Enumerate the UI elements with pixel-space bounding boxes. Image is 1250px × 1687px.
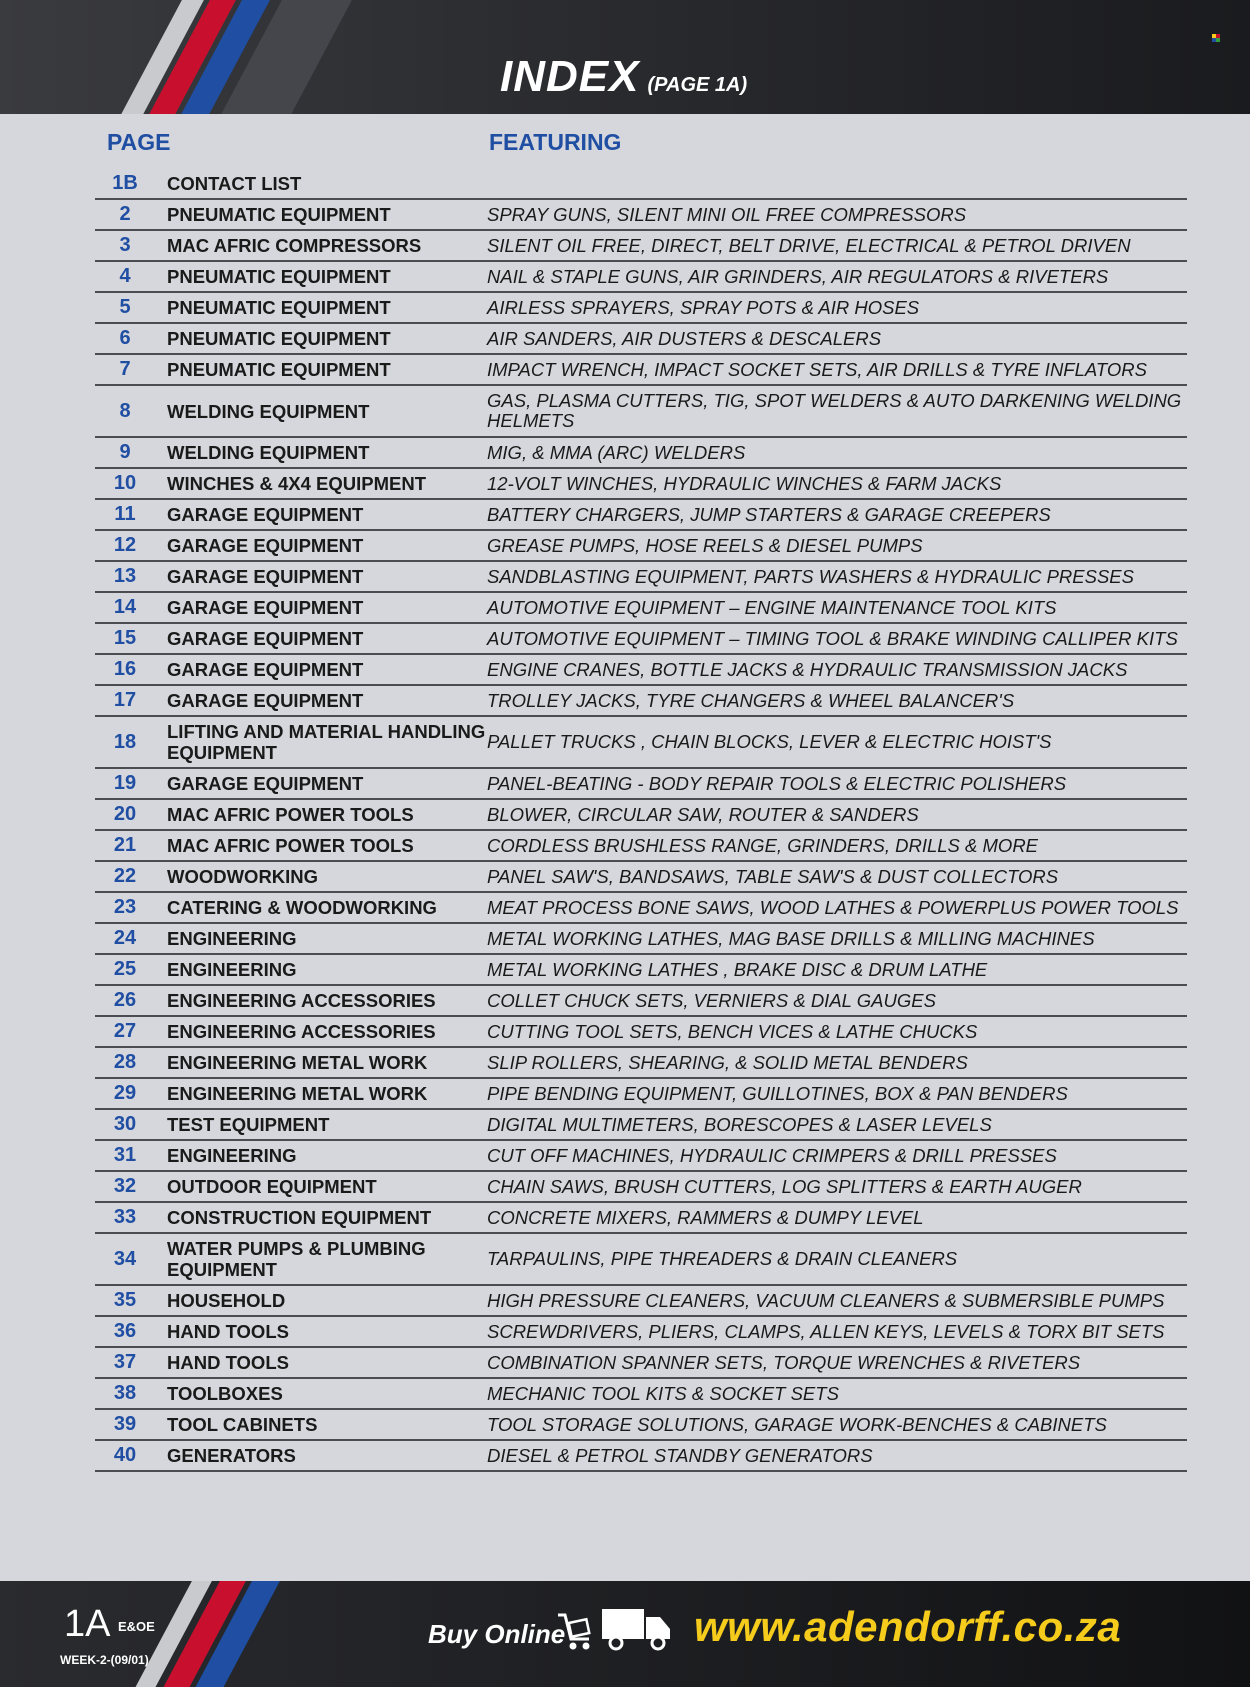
row-page-number: 21 xyxy=(113,834,137,856)
row-page-number: 34 xyxy=(113,1247,137,1270)
row-page-number: 10 xyxy=(113,472,137,494)
index-table xyxy=(95,169,1187,1472)
row-featuring: NAIL & STAPLE GUNS, AIR GRINDERS, AIR REGULATORS & RIVETERS xyxy=(487,265,1109,287)
website-link[interactable]: www.adendorff.co.za xyxy=(694,1603,1122,1650)
row-category: OUTDOOR EQUIPMENT xyxy=(167,1176,377,1197)
row-category: GARAGE EQUIPMENT xyxy=(167,628,364,649)
page-footer xyxy=(0,1581,1250,1687)
row-featuring: MECHANIC TOOL KITS & SOCKET SETS xyxy=(487,1382,839,1404)
table-row xyxy=(95,893,1187,924)
row-page-number: 37 xyxy=(113,1351,137,1373)
row-featuring: 12-VOLT WINCHES, HYDRAULIC WINCHES & FARM JACKS xyxy=(487,472,1002,494)
row-page-number: 14 xyxy=(113,596,137,618)
row-page-number: 6 xyxy=(119,327,131,349)
table-row xyxy=(95,469,1187,500)
row-featuring: PANEL SAW'S, BANDSAWS, TABLE SAW'S & DUST COLLECTORS xyxy=(487,865,1059,887)
row-featuring: PALLET TRUCKS , CHAIN BLOCKS, LEVER & ELECTRIC HOIST'S xyxy=(487,731,1052,752)
row-featuring: BLOWER, CIRCULAR SAW, ROUTER & SANDERS xyxy=(487,803,919,825)
row-category: MAC AFRIC POWER TOOLS xyxy=(167,804,414,825)
row-category: GARAGE EQUIPMENT xyxy=(167,504,364,525)
row-featuring: AUTOMOTIVE EQUIPMENT – ENGINE MAINTENANCE TOOL KITS xyxy=(487,596,1057,618)
row-page-number: 32 xyxy=(113,1175,137,1197)
row-page-number: 31 xyxy=(113,1144,137,1166)
row-page-number: 40 xyxy=(113,1444,137,1466)
row-category: WELDING EQUIPMENT xyxy=(167,400,370,422)
shopping-cart-icon xyxy=(556,1609,596,1653)
row-featuring: DIESEL & PETROL STANDBY GENERATORS xyxy=(487,1444,873,1466)
row-category: TOOL CABINETS xyxy=(167,1414,318,1435)
table-row xyxy=(95,686,1187,717)
row-page-number: 29 xyxy=(113,1082,137,1104)
row-page-number: 18 xyxy=(113,730,137,753)
row-category: CONSTRUCTION EQUIPMENT xyxy=(167,1207,432,1228)
row-page-number: 11 xyxy=(114,503,136,525)
row-page-number: 20 xyxy=(113,803,137,825)
row-category: CONTACT LIST xyxy=(167,173,302,194)
row-category: CATERING & WOODWORKING xyxy=(167,897,437,918)
row-featuring: METAL WORKING LATHES, MAG BASE DRILLS & MILLING MACHINES xyxy=(487,927,1095,949)
row-page-number: 27 xyxy=(113,1020,137,1042)
row-page-number: 23 xyxy=(113,896,137,918)
title-subtitle: (PAGE 1A) xyxy=(647,74,748,96)
row-featuring: COMBINATION SPANNER SETS, TORQUE WRENCHES & RIVETERS xyxy=(487,1351,1081,1373)
row-featuring: COLLET CHUCK SETS, VERNIERS & DIAL GAUGES xyxy=(487,989,936,1011)
table-row xyxy=(95,1234,1187,1286)
row-category: HAND TOOLS xyxy=(167,1321,289,1342)
row-featuring: AIRLESS SPRAYERS, SPRAY POTS & AIR HOSES xyxy=(487,296,920,318)
row-featuring: SLIP ROLLERS, SHEARING, & SOLID METAL BENDERS xyxy=(487,1051,968,1073)
row-page-number: 2 xyxy=(119,203,131,225)
table-row xyxy=(95,800,1187,831)
table-row xyxy=(95,1348,1187,1379)
table-row xyxy=(95,955,1187,986)
row-page-number: 15 xyxy=(113,627,137,649)
row-page-number: 19 xyxy=(113,772,137,794)
table-row xyxy=(95,1141,1187,1172)
row-category: GARAGE EQUIPMENT xyxy=(167,659,364,680)
row-category: WATER PUMPS & PLUMBING EQUIPMENT xyxy=(167,1238,426,1280)
row-page-number: 33 xyxy=(113,1206,137,1228)
table-row xyxy=(95,500,1187,531)
row-category: PNEUMATIC EQUIPMENT xyxy=(167,204,391,225)
table-row xyxy=(95,1441,1187,1472)
row-featuring: GREASE PUMPS, HOSE REELS & DIESEL PUMPS xyxy=(487,534,923,556)
row-featuring: MIG, & MMA (ARC) WELDERS xyxy=(487,441,746,463)
row-featuring: BATTERY CHARGERS, JUMP STARTERS & GARAGE CREEPERS xyxy=(487,503,1051,525)
row-featuring: PIPE BENDING EQUIPMENT, GUILLOTINES, BOX & PAN BENDERS xyxy=(487,1082,1068,1104)
table-row xyxy=(95,1079,1187,1110)
table-row xyxy=(95,1017,1187,1048)
row-category: WELDING EQUIPMENT xyxy=(167,442,370,463)
row-category: TEST EQUIPMENT xyxy=(167,1114,330,1135)
table-row xyxy=(95,562,1187,593)
row-category: ENGINEERING METAL WORK xyxy=(167,1052,428,1073)
table-row xyxy=(95,593,1187,624)
row-featuring: CONCRETE MIXERS, RAMMERS & DUMPY LEVEL xyxy=(487,1206,924,1228)
eoe-label: E&OE xyxy=(118,1619,155,1634)
logo-icon xyxy=(1212,34,1220,42)
table-row xyxy=(95,324,1187,355)
title-text: INDEX xyxy=(500,52,640,101)
row-page-number: 36 xyxy=(113,1320,137,1342)
row-category: GARAGE EQUIPMENT xyxy=(167,690,364,711)
row-category: ENGINEERING xyxy=(167,959,297,980)
table-row xyxy=(95,924,1187,955)
row-page-number: 3 xyxy=(119,234,131,256)
row-page-number: 35 xyxy=(113,1289,137,1311)
row-featuring: MEAT PROCESS BONE SAWS, WOOD LATHES & POWERPLUS POWER TOOLS xyxy=(487,896,1179,918)
row-page-number: 30 xyxy=(113,1113,137,1135)
row-category: PNEUMATIC EQUIPMENT xyxy=(167,328,391,349)
table-row xyxy=(95,1110,1187,1141)
table-row xyxy=(95,1048,1187,1079)
row-category: HOUSEHOLD xyxy=(167,1290,286,1311)
row-category: PNEUMATIC EQUIPMENT xyxy=(167,266,391,287)
page-title xyxy=(500,52,747,102)
row-featuring: SPRAY GUNS, SILENT MINI OIL FREE COMPRESSORS xyxy=(487,203,967,225)
table-row xyxy=(95,531,1187,562)
row-featuring: TOOL STORAGE SOLUTIONS, GARAGE WORK-BENCHES & CABINETS xyxy=(487,1413,1107,1435)
row-category: LIFTING AND MATERIAL HANDLING EQUIPMENT xyxy=(167,721,486,763)
table-row xyxy=(95,293,1187,324)
column-header-featuring: FEATURING xyxy=(489,129,622,155)
table-row xyxy=(95,1203,1187,1234)
row-featuring: CUT OFF MACHINES, HYDRAULIC CRIMPERS & DRILL PRESSES xyxy=(487,1144,1057,1166)
delivery-truck-icon xyxy=(600,1603,674,1655)
row-category: ENGINEERING xyxy=(167,928,297,949)
row-featuring: IMPACT WRENCH, IMPACT SOCKET SETS, AIR DRILLS & TYRE INFLATORS xyxy=(487,358,1147,380)
row-featuring: SILENT OIL FREE, DIRECT, BELT DRIVE, ELECTRICAL & PETROL DRIVEN xyxy=(487,234,1131,256)
table-row xyxy=(95,1379,1187,1410)
row-page-number: 13 xyxy=(113,565,137,587)
row-category: ENGINEERING METAL WORK xyxy=(167,1083,428,1104)
table-row xyxy=(95,624,1187,655)
table-row xyxy=(95,262,1187,293)
row-page-number: 39 xyxy=(113,1413,137,1435)
row-featuring: TARPAULINS, PIPE THREADERS & DRAIN CLEANERS xyxy=(487,1248,958,1269)
table-row xyxy=(95,769,1187,800)
row-category: GARAGE EQUIPMENT xyxy=(167,566,364,587)
week-label: WEEK-2-(09/01) xyxy=(60,1653,149,1667)
row-featuring: TROLLEY JACKS, TYRE CHANGERS & WHEEL BALANCER'S xyxy=(487,689,1015,711)
row-category: ENGINEERING xyxy=(167,1145,297,1166)
row-category: WINCHES & 4X4 EQUIPMENT xyxy=(167,473,427,494)
table-row xyxy=(95,438,1187,469)
row-page-number: 26 xyxy=(113,989,137,1011)
table-row xyxy=(95,717,1187,769)
row-page-number: 24 xyxy=(113,927,137,949)
row-page-number: 8 xyxy=(119,399,131,422)
row-category: ENGINEERING ACCESSORIES xyxy=(167,1021,436,1042)
table-row xyxy=(95,986,1187,1017)
row-page-number: 17 xyxy=(113,689,137,711)
row-page-number: 4 xyxy=(119,265,131,287)
row-featuring: PANEL-BEATING - BODY REPAIR TOOLS & ELECTRIC POLISHERS xyxy=(487,772,1067,794)
row-category: PNEUMATIC EQUIPMENT xyxy=(167,297,391,318)
table-row xyxy=(95,1286,1187,1317)
table-row xyxy=(95,231,1187,262)
table-row xyxy=(95,862,1187,893)
row-category: HAND TOOLS xyxy=(167,1352,289,1373)
row-category: TOOLBOXES xyxy=(167,1383,283,1404)
row-category: GENERATORS xyxy=(167,1445,296,1466)
row-featuring: AUTOMOTIVE EQUIPMENT – TIMING TOOL & BRAKE WINDING CALLIPER KITS xyxy=(487,627,1178,649)
table-row xyxy=(95,831,1187,862)
row-featuring: GAS, PLASMA CUTTERS, TIG, SPOT WELDERS & AUTO DARKENING WELDING HELMETS xyxy=(487,390,1182,431)
column-header-page: PAGE xyxy=(107,129,171,155)
row-page-number: 25 xyxy=(113,958,137,980)
row-featuring: SANDBLASTING EQUIPMENT, PARTS WASHERS & HYDRAULIC PRESSES xyxy=(487,565,1134,587)
row-category: GARAGE EQUIPMENT xyxy=(167,773,364,794)
row-featuring: CUTTING TOOL SETS, BENCH VICES & LATHE CHUCKS xyxy=(487,1020,978,1042)
row-page-number: 38 xyxy=(113,1382,137,1404)
row-category: MAC AFRIC POWER TOOLS xyxy=(167,835,414,856)
row-featuring: CHAIN SAWS, BRUSH CUTTERS, LOG SPLITTERS & EARTH AUGER xyxy=(487,1175,1082,1197)
row-featuring: ENGINE CRANES, BOTTLE JACKS & HYDRAULIC TRANSMISSION JACKS xyxy=(487,658,1128,680)
row-featuring: METAL WORKING LATHES , BRAKE DISC & DRUM LATHE xyxy=(487,958,988,980)
row-category: GARAGE EQUIPMENT xyxy=(167,535,364,556)
page-number: 1A xyxy=(64,1603,111,1645)
row-category: PNEUMATIC EQUIPMENT xyxy=(167,359,391,380)
row-page-number: 9 xyxy=(119,441,131,463)
row-featuring: DIGITAL MULTIMETERS, BORESCOPES & LASER LEVELS xyxy=(487,1113,992,1135)
table-row xyxy=(95,386,1187,438)
table-row xyxy=(95,355,1187,386)
row-category: ENGINEERING ACCESSORIES xyxy=(167,990,436,1011)
buy-online-label[interactable]: Buy Online xyxy=(428,1619,566,1649)
table-row xyxy=(95,169,1187,200)
row-page-number: 1B xyxy=(112,172,138,194)
row-page-number: 16 xyxy=(113,658,137,680)
table-row xyxy=(95,1172,1187,1203)
table-row xyxy=(95,655,1187,686)
row-featuring: AIR SANDERS, AIR DUSTERS & DESCALERS xyxy=(487,327,882,349)
row-page-number: 7 xyxy=(119,358,131,380)
row-page-number: 5 xyxy=(119,296,131,318)
row-category: GARAGE EQUIPMENT xyxy=(167,597,364,618)
row-category: WOODWORKING xyxy=(167,866,319,887)
page-header xyxy=(0,0,1250,114)
row-page-number: 28 xyxy=(113,1051,137,1073)
row-featuring: CORDLESS BRUSHLESS RANGE, GRINDERS, DRILLS & MORE xyxy=(487,834,1039,856)
row-page-number: 22 xyxy=(113,865,137,887)
table-row xyxy=(95,1410,1187,1441)
row-page-number: 12 xyxy=(113,534,137,556)
table-row xyxy=(95,1317,1187,1348)
table-row xyxy=(95,200,1187,231)
row-category: MAC AFRIC COMPRESSORS xyxy=(167,235,422,256)
row-featuring: HIGH PRESSURE CLEANERS, VACUUM CLEANERS & SUBMERSIBLE PUMPS xyxy=(487,1289,1165,1311)
row-featuring: SCREWDRIVERS, PLIERS, CLAMPS, ALLEN KEYS, LEVELS & TORX BIT SETS xyxy=(487,1320,1165,1342)
